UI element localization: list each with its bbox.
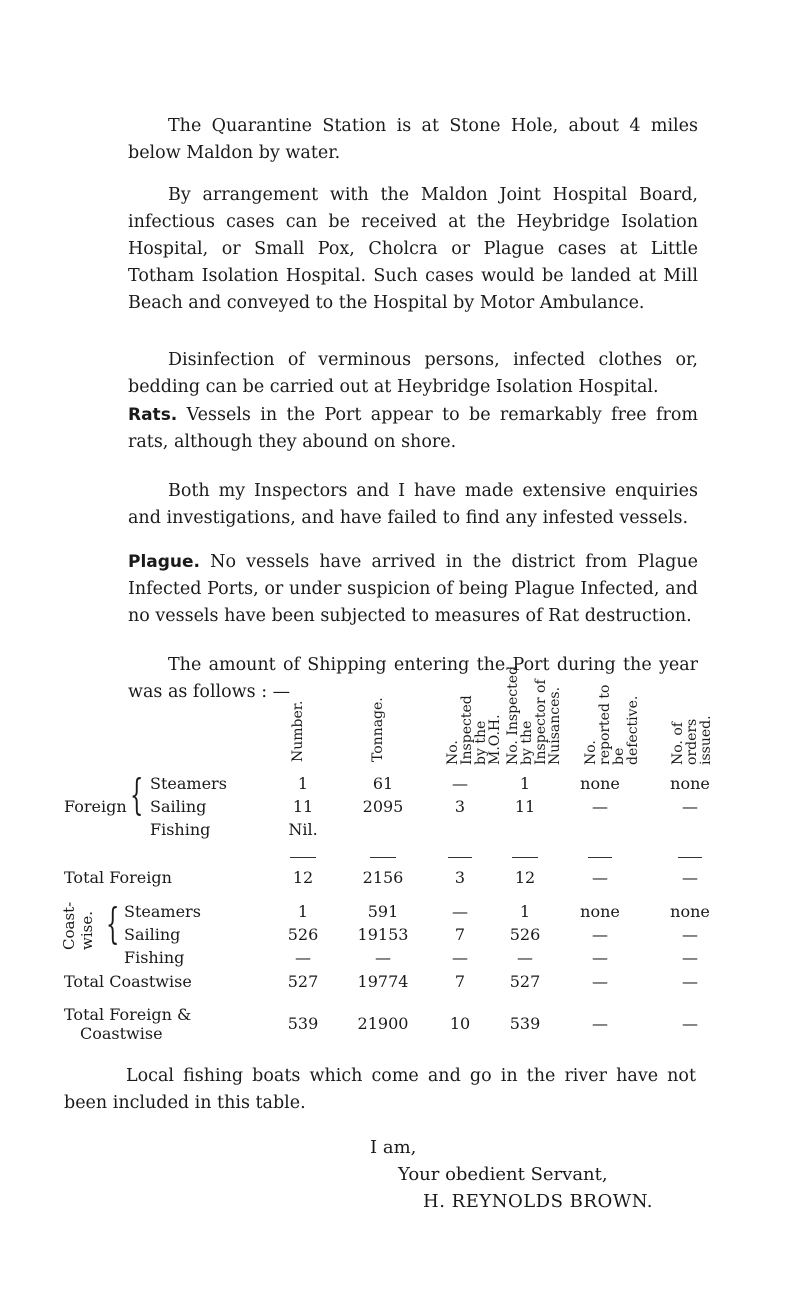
- cell: —: [682, 868, 698, 887]
- cell: —: [592, 797, 608, 816]
- row-label: Sailing: [124, 925, 181, 944]
- cell: —: [592, 972, 608, 991]
- cell: 11: [514, 797, 536, 816]
- cell: —: [682, 1014, 698, 1033]
- cell: —: [592, 925, 608, 944]
- cell: —: [452, 902, 468, 921]
- cell: none: [580, 902, 620, 921]
- row-label: Fishing: [124, 948, 185, 967]
- header-orders-issued: No. of orders issued.: [670, 715, 714, 765]
- rule: [678, 857, 702, 858]
- group-foreign-label: Foreign: [64, 797, 127, 816]
- cell: 2095: [362, 797, 404, 816]
- rule: [512, 857, 538, 858]
- brace-coastwise: {: [106, 899, 120, 948]
- row-label: Sailing: [150, 797, 207, 816]
- closing-i-am: I am,: [370, 1137, 417, 1158]
- rule: [588, 857, 612, 858]
- cell: none: [670, 902, 710, 921]
- paragraph-quarantine: The Quarantine Station is at Stone Hole, about 4 miles below Maldon by water.: [128, 116, 698, 163]
- header-reported-defective: No. reported to be defective.: [583, 684, 641, 765]
- cell: 539: [509, 1014, 541, 1033]
- paragraph-inspectors: Both my Inspectors and I have made extensive enquiries and investigations, and have failed to find any infested vessels.: [128, 481, 698, 528]
- row-label-total-coastwise: Total Coastwise: [64, 972, 192, 991]
- cell: —: [682, 797, 698, 816]
- cell: 19774: [357, 972, 409, 991]
- cell: 539: [287, 1014, 319, 1033]
- cell: 3: [454, 868, 466, 887]
- cell: —: [682, 972, 698, 991]
- paragraph-plague: Plague. No vessels have arrived in the district from Plague Infected Ports, or under suspicion of being Plague Infected, and no vessels have been subjected to measures of Rat destruction.: [128, 552, 698, 626]
- cell: —: [592, 868, 608, 887]
- cell: 526: [287, 925, 319, 944]
- cell: 1: [297, 774, 309, 793]
- cell: 1: [519, 774, 531, 793]
- cell: 12: [292, 868, 314, 887]
- row-label-total-foreign: Total Foreign: [64, 868, 172, 887]
- rule: [370, 857, 396, 858]
- closing-servant: Your obedient Servant,: [398, 1164, 608, 1185]
- heading-rats: Rats.: [128, 405, 178, 425]
- cell: —: [375, 948, 391, 967]
- rule: [290, 857, 316, 858]
- cell: 61: [372, 774, 394, 793]
- cell: —: [295, 948, 311, 967]
- cell: —: [452, 948, 468, 967]
- cell: none: [670, 774, 710, 793]
- cell: —: [517, 948, 533, 967]
- cell: 21900: [357, 1014, 409, 1033]
- row-label: Steamers: [124, 902, 201, 921]
- cell: 2156: [362, 868, 404, 887]
- row-label: Fishing: [150, 820, 211, 839]
- group-coastwise-label: Coast-: [60, 901, 78, 950]
- cell: 7: [454, 972, 466, 991]
- cell: 7: [454, 925, 466, 944]
- group-coastwise-label: wise.: [78, 911, 96, 950]
- paragraph-arrangement: By arrangement with the Maldon Joint Hospital Board, infectious cases can be received at the Heybridge Isolation Hospital, or Small Pox, Cholcra or Plague cases at Little Totham Isolation Hospital. Such cases would be landed at Mill Beach and conveyed to the Hospital by Motor Ambulance.: [128, 185, 698, 313]
- cell: Nil.: [288, 820, 318, 839]
- paragraph-disinfection: Disinfection of verminous persons, infected clothes or, bedding can be carried out at Heybridge Isolation Hospital.: [128, 350, 698, 397]
- row-label: Steamers: [150, 774, 227, 793]
- cell: 526: [509, 925, 541, 944]
- signature: H. REYNOLDS BROWN.: [423, 1191, 654, 1212]
- cell: —: [682, 948, 698, 967]
- brace-foreign: {: [130, 770, 144, 819]
- cell: 11: [292, 797, 314, 816]
- paragraph-local-fishing: Local fishing boats which come and go in the river have not been included in this table.: [64, 1066, 696, 1113]
- cell: 1: [297, 902, 309, 921]
- cell: —: [592, 948, 608, 967]
- header-inspected-moh: No. Inspected by the M.O.H.: [445, 695, 503, 765]
- row-label-grand-total: Total Foreign &: [64, 1005, 192, 1024]
- header-tonnage: Tonnage.: [370, 697, 386, 762]
- paragraph-rats: Rats. Vessels in the Port appear to be remarkably free from rats, although they abound on shore.: [128, 405, 698, 452]
- cell: 591: [367, 902, 399, 921]
- rule: [448, 857, 472, 858]
- heading-plague: Plague.: [128, 552, 201, 572]
- cell: 1: [519, 902, 531, 921]
- header-inspected-nuisances: No. Inspected by the Inspector of Nuisances.: [505, 665, 563, 765]
- cell: 12: [514, 868, 536, 887]
- cell: —: [592, 1014, 608, 1033]
- cell: none: [580, 774, 620, 793]
- cell: 3: [454, 797, 466, 816]
- header-number: Number.: [290, 700, 306, 762]
- cell: 527: [509, 972, 541, 991]
- cell: 527: [287, 972, 319, 991]
- cell: —: [682, 925, 698, 944]
- paragraph-shipping-intro: The amount of Shipping entering the Port during the year was as follows : —: [128, 655, 698, 702]
- cell: 10: [449, 1014, 471, 1033]
- cell: —: [452, 774, 468, 793]
- cell: 19153: [357, 925, 409, 944]
- row-label-grand-total: Coastwise: [80, 1024, 163, 1043]
